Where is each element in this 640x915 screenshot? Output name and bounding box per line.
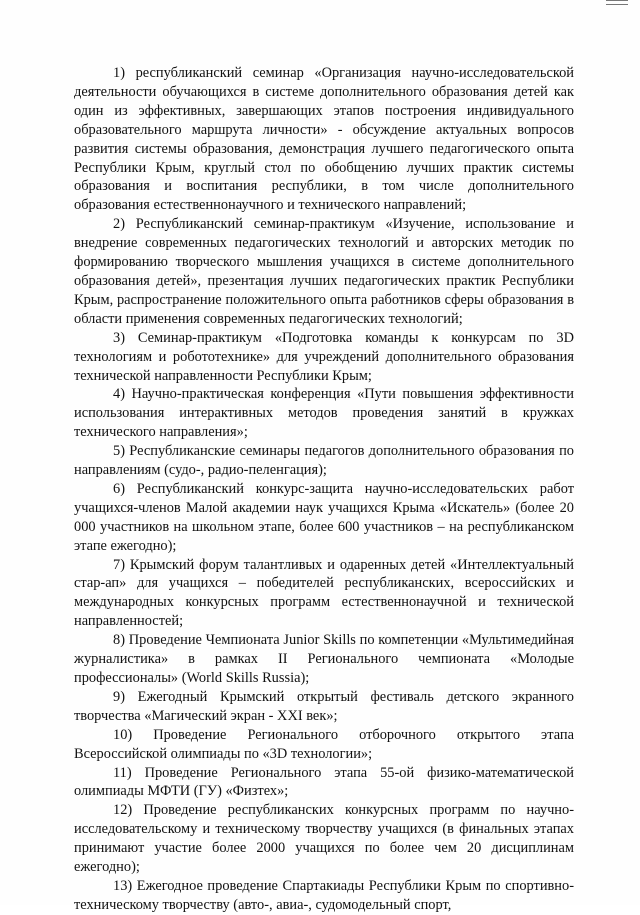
list-item-4: 4) Научно-практическая конференция «Пути повышения эффективности использования интерактивных методов проведения занятий в кружках технического направления»; [74, 386, 574, 441]
scan-corner-mark [606, 0, 628, 5]
list-item-5: 5) Республиканские семинары педагогов дополнительного образования по направлениям (судо-, радио-пеленгация); [74, 443, 574, 479]
list-item-3: 3) Семинар-практикум «Подготовка команды к конкурсам по 3D технологиям и робототехнике» для учреждений дополнительного образования технической направленности Республики Крым; [74, 329, 574, 384]
list-item-2: 2) Республиканский семинар-практикум «Изучение, использование и внедрение современных педагогических технологий и авторских методик по формированию творческого мышления учащихся в системе дополнительного образования детей», презентация лучших педагогических практик Республики Крым, распространение положительного опыта работников сферы образования в области применения современных педагогических технологий; [74, 216, 574, 327]
list-item-12: 12) Проведение республиканских конкурсных программ по научно-исследовательскому и техническому творчеству учащихся (в финальных этапах принимают участие более 2000 учащихся по более чем 20 дисциплинам ежегодно); [74, 802, 574, 876]
list-item-8: 8) Проведение Чемпионата Junior Skills по компетенции «Мультимедийная журналистика» в рамках II Регионального чемпионата «Молодые профессионалы» (World Skills Russia); [74, 632, 574, 686]
list-item-11: 11) Проведение Регионального этапа 55-ой физико-математической олимпиады МФТИ (ГУ) «Физтех»; [74, 764, 574, 800]
document-body [74, 64, 574, 915]
list-item-13: 13) Ежегодное проведение Спартакиады Республики Крым по спортивно-техническому творчеству (авто-, авиа-, судомодельный спорт, [74, 877, 574, 913]
list-item-1: 1) республиканский семинар «Организация научно-исследовательской деятельности обучающихся в системе дополнительного образования детей как один из эффективных, завершающих этапов построения индивидуального образовательного маршрута личности» - обсуждение актуальных вопросов развития системы образования, демонстрация лучшего педагогического опыта Республики Крым, круглый стол по обобщению лучших практик системы образования и воспитания республики, в том числе дополнительного образования естественнонаучного и технического направлений; [74, 65, 574, 214]
list-item-9: 9) Ежегодный Крымский открытый фестиваль детского экранного творчества «Магический экран - XXI век»; [74, 688, 574, 724]
list-item-10: 10) Проведение Регионального отборочного открытого этапа Всероссийской олимпиады по «3D технологии»; [74, 726, 574, 762]
list-item-6: 6) Республиканский конкурс-защита научно-исследовательских работ учащихся-членов Малой академии наук учащихся Крыма «Искатель» (более 20 000 участников на школьном этапе, более 600 участников – на республиканском этапе ежегодно); [74, 480, 574, 554]
list-item-7: 7) Крымский форум талантливых и одаренных детей «Интеллектуальный стар-ап» для учащихся – победителей республиканских, всероссийских и международных конкурсных программ естественнонаучной и технической направленностей; [74, 556, 574, 630]
